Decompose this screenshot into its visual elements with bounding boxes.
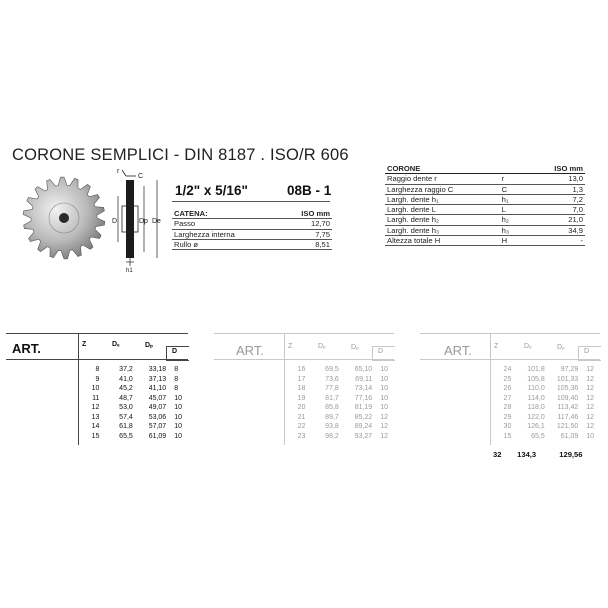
cell-z: 18 [297,385,306,392]
cell-dp: 85,22 [354,413,373,421]
d-header: D [584,348,590,355]
art-header: ART. [12,341,41,356]
sprocket-image [20,164,108,272]
label-de: De [152,218,161,225]
spec-value: 7,2 [532,194,585,204]
table-row [490,432,600,442]
spec-value: 1,3 [532,184,585,194]
cell-dp: 33,18 [148,366,167,373]
cell-z: 13 [91,413,100,421]
size-rows [284,365,394,441]
cell-dp: 53,06 [148,413,167,421]
spec-value: - [532,236,585,246]
cell-de: 37,2 [119,366,133,373]
extra-z: 32 [493,450,502,459]
corona-header-label: CORONE [385,164,500,174]
spec-value: 7,0 [532,205,585,215]
table-row [172,219,332,229]
table-row [385,236,585,246]
cell-de: 85,8 [325,404,339,411]
cell-d: 10 [380,394,389,402]
size-rows [78,365,188,441]
spec-label: Largh. dente L [385,205,500,215]
spec-label: Raggio dente r [385,174,500,184]
cell-z: 19 [297,394,306,402]
table-row [78,403,188,413]
cell-de: 101,8 [527,366,545,373]
label-h1: h1 [126,268,133,272]
cell-d: 12 [586,413,595,421]
cell-d: 12 [586,375,595,383]
cell-z: 26 [503,385,512,392]
cell-de: 65,5 [119,432,133,440]
chain-code: 08B - 1 [287,183,332,198]
cell-z: 21 [297,413,306,421]
chain-header-label: CATENA: [172,209,278,219]
table-row [490,394,600,404]
table-row [78,365,188,375]
de-header: Dₑ [524,343,532,350]
cell-d: 10 [174,413,183,421]
cell-z: 23 [297,432,306,440]
cell-z: 28 [503,404,512,411]
table-row [385,194,585,204]
art-header: ART. [444,343,472,358]
cell-dp: 81,19 [354,404,373,411]
z-header: Z [494,343,499,350]
cell-dp: 89,24 [354,423,373,430]
spec-label: Larghezza interna [172,229,278,239]
cell-dp: 61,09 [560,432,579,440]
cell-de: 114,0 [527,394,545,402]
spec-label: Altezza totale H [385,236,500,246]
page-title: CORONE SEMPLICI - DIN 8187 . ISO/R 606 [12,146,349,164]
spec-symbol: h₂ [500,215,532,225]
extra-dp: 129,56 [559,450,583,459]
cell-dp: 113,42 [557,404,579,411]
table-row [490,384,600,394]
cell-de: 122,0 [527,413,545,421]
cell-z: 11 [92,394,100,402]
cell-d: 10 [174,423,183,430]
cell-de: 69,5 [325,366,339,373]
z-header: Z [82,341,87,348]
cell-z: 27 [503,394,512,402]
cell-dp: 101,33 [556,375,579,383]
size-table-3 [420,333,600,445]
cell-z: 25 [503,375,512,383]
cell-de: 110,0 [527,385,545,392]
label-dp: Dp [139,218,148,225]
cell-d: 8 [174,375,179,383]
cell-z: 30 [503,423,512,430]
label-d: D [112,218,118,225]
size-rows [490,365,600,441]
table-row [284,365,394,375]
d-header: D [378,348,384,355]
spec-symbol: r [500,174,532,184]
spec-value: 13,0 [532,174,585,184]
table-row [284,394,394,404]
table-row [78,413,188,423]
table-row [78,394,188,404]
cell-z: 22 [297,423,306,430]
spec-value: 34,9 [532,225,585,235]
table-row [78,375,188,385]
table-row [490,403,600,413]
table-row [78,384,188,394]
cell-d: 12 [586,404,595,411]
cell-d: 12 [586,366,595,373]
cell-z: 10 [91,385,100,392]
cell-d: 10 [174,404,183,411]
cell-d: 10 [586,432,595,440]
spec-label: Largh. dente h₃ [385,225,500,235]
cell-d: 10 [174,432,183,440]
table-row [78,432,188,442]
cell-d: 8 [174,385,179,392]
cell-d: 12 [380,423,389,430]
divider [172,201,330,202]
cell-d: 10 [380,366,389,373]
sprocket-spec-table [385,164,585,246]
cell-de: 77,8 [325,385,339,392]
z-header: Z [288,343,293,350]
cell-de: 53,0 [119,404,133,411]
corona-header-unit: ISO mm [532,164,585,174]
cell-d: 10 [174,394,183,402]
cell-dp: 37,13 [148,375,167,383]
cell-z: 20 [297,404,306,411]
label-c: C [138,173,144,180]
cell-dp: 121,50 [556,423,579,430]
cell-z: 17 [297,375,306,383]
table-header-row [172,209,332,219]
table-row [284,422,394,432]
cell-dp: 65,10 [354,366,373,373]
spec-symbol: L [500,205,532,215]
cell-dp: 41,10 [148,385,167,392]
cell-dp: 109,40 [556,394,579,402]
chain-header-unit: ISO mm [278,209,332,219]
cell-d: 12 [586,385,595,392]
spec-symbol: C [500,184,532,194]
tooth-profile-diagram [112,166,168,272]
table-row [385,215,585,225]
cell-dp: 105,36 [556,385,579,392]
spec-label: Largh. dente h₁ [385,194,500,204]
cell-d: 10 [380,375,389,383]
table-row [385,205,585,215]
cell-z: 9 [95,375,100,383]
cell-de: 41,0 [119,375,133,383]
cell-de: 45,2 [119,385,133,392]
cell-dp: 61,09 [148,432,167,440]
cell-dp: 57,07 [148,423,167,430]
de-header: Dₑ [112,341,120,348]
cell-de: 61,8 [119,423,133,430]
spec-value: 12,70 [278,219,332,229]
dp-header: Dₚ [351,344,360,351]
cell-dp: 73,14 [354,385,373,392]
table-row [284,403,394,413]
chain-spec-table [172,209,332,250]
cell-de: 57,4 [119,413,133,421]
cell-de: 105,8 [527,375,545,383]
spec-value: 8,51 [278,239,332,249]
cell-de: 48,7 [119,394,133,402]
table-row [490,365,600,375]
d-header: D [172,348,178,355]
table-row [172,239,332,249]
table-row [284,384,394,394]
cell-de: 98,2 [325,432,339,440]
cell-z: 14 [91,423,100,430]
spec-label: Passo [172,219,278,229]
cell-de: 65,5 [531,432,545,440]
table-row [490,375,600,385]
extra-de: 134,3 [517,450,537,459]
table-row [385,184,585,194]
spec-symbol: h₃ [500,225,532,235]
cell-dp: 49,07 [148,404,167,411]
cell-de: 81,7 [325,394,339,402]
cell-dp: 77,16 [354,394,373,402]
cell-z: 29 [503,413,512,421]
spec-value: 21,0 [532,215,585,225]
cell-d: 10 [380,385,389,392]
cell-dp: 93,27 [354,432,373,440]
cell-dp: 69,11 [355,375,373,383]
spec-label: Rullo ø [172,239,278,249]
chain-size: 1/2" x 5/16" [175,183,248,198]
cell-z: 15 [503,432,512,440]
cell-de: 93,8 [325,423,339,430]
table-row [490,413,600,423]
art-header: ART. [236,343,264,358]
cell-z: 15 [91,432,100,440]
spec-value: 7,75 [278,229,332,239]
cell-z: 16 [297,366,306,373]
cell-z: 8 [95,366,100,373]
dp-header: Dₚ [557,344,566,351]
cell-d: 12 [586,394,595,402]
cell-d: 12 [586,423,595,430]
label-r: r [117,168,120,175]
dp-header: Dₚ [145,342,154,349]
cell-de: 73,6 [325,375,339,383]
table-row [284,375,394,385]
cell-z: 12 [91,404,100,411]
spec-label: Larghezza raggio C [385,184,500,194]
table-row [490,422,600,432]
table-row [172,229,332,239]
extra-size-row [493,450,582,459]
spec-label: Largh. dente h₂ [385,215,500,225]
cell-d: 8 [174,366,179,373]
table-row [385,174,585,184]
cell-d: 10 [380,404,389,411]
cell-dp: 97,29 [560,366,579,373]
cell-z: 24 [503,366,512,373]
table-row [385,225,585,235]
cell-de: 118,0 [527,404,545,411]
cell-dp: 45,07 [148,394,167,402]
cell-de: 89,7 [325,413,339,421]
table-row [284,413,394,423]
table-header-row [385,164,585,174]
spec-symbol: h₁ [500,194,532,204]
cell-dp: 117,46 [557,413,579,421]
cell-d: 12 [380,413,389,421]
size-table-1 [6,333,188,445]
table-row [78,422,188,432]
cell-d: 12 [380,432,389,440]
spec-symbol: H [500,236,532,246]
size-table-2 [214,333,394,445]
table-row [284,432,394,442]
cell-de: 126,1 [527,423,545,430]
de-header: Dₑ [318,343,326,350]
